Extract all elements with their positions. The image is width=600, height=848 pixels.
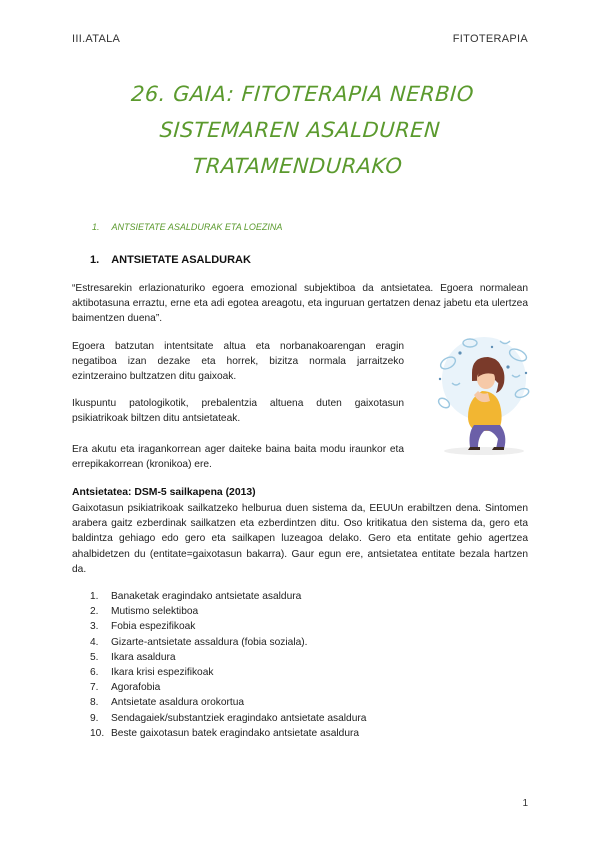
list-item — [90, 695, 366, 710]
toc-label: ANTSIETATE ASALDURAK ETA LOEZINA — [111, 222, 283, 232]
section-label: ANTSIETATE ASALDURAK — [111, 254, 251, 266]
toc-entry[interactable] — [92, 222, 282, 232]
list-item-text: Agorafobia — [111, 682, 161, 694]
list-item-number: 1. — [90, 591, 99, 602]
list-item-text: Ikara krisi espezifikoak — [111, 667, 214, 679]
list-item-text: Beste gaixotasun batek eragindako antsietate asaldura — [111, 727, 360, 739]
list-item-text: Antsietate asaldura orokortua — [111, 697, 245, 709]
anxiety-disorders-list — [90, 589, 366, 741]
anxious-girl-illustration — [430, 333, 538, 457]
page-title-line-2: SISTEMAREN ASALDUREN — [158, 118, 442, 142]
section-number: 1. — [90, 254, 100, 266]
list-item-text: Fobia espezifikoak — [111, 621, 196, 633]
paragraph-prevalence: Ikuspuntu patologikotik, prebalentzia altuena duten gaixotasun psikiatrikoak biltzen ditu antsietateak. — [72, 398, 404, 425]
page-number: 1 — [522, 798, 528, 809]
list-item — [90, 589, 366, 604]
list-item-number: 6. — [90, 667, 99, 679]
header-chapter: III.ATALA — [72, 33, 121, 45]
list-item — [90, 665, 366, 680]
page-title-line-3: TRATAMENDURAKO — [191, 154, 404, 178]
list-item-text: Banaketak eragindako antsietate asaldura — [111, 591, 302, 602]
list-item-number: 4. — [90, 636, 99, 648]
list-item-text: Gizarte-antsietate assaldura (fobia soziala). — [111, 636, 308, 648]
list-item-number: 3. — [90, 621, 99, 633]
paragraph-course: Era akutu eta iragankorrean ager daiteke baina baita modu iraunkor eta errepikakorrean (kronikoa) ere. — [72, 444, 404, 471]
definition-quote: “Estresarekin erlazionaturiko egoera emozional subjektiboa da antsietatea. Egoera normalean aktibotasuna erraztu, erne eta adi egotea areagotu, eta inguruan gertatzen denaz jabetu eta ulertzea baimentzen duena”. — [72, 283, 528, 325]
section-heading — [90, 254, 251, 266]
list-item-text: Sendagaiek/substantziek eragindako antsietate asaldura — [111, 712, 367, 724]
list-item-number: 7. — [90, 682, 99, 694]
toc-number: 1. — [92, 222, 100, 232]
paragraph-dsm5: Gaixotasun psikiatrikoak sailkatzeko helburua duen sistema da, EEUUn erabiltzen dena. Sintomen arabera gaitz ezberdinak sailkatzen eta ezberdintzen ditu. Oso kritikatua den sistema da, gero eta baldintza gehiago edo gero eta sailkapen luzeagoa delako. Gero eta entitate gehio agertzea ahalbidetzen du (entitate=gaixotasun bakarra). Gaur egun ere, antsietatea entitate bezala hartzen da. — [72, 503, 528, 575]
header-subject: FITOTERAPIA — [452, 33, 528, 45]
list-item — [90, 650, 366, 665]
page-title-line-1: 26. GAIA: FITOTERAPIA NERBIO — [130, 82, 475, 106]
list-item — [90, 635, 366, 650]
list-item-text: Ikara asaldura — [111, 651, 176, 663]
list-item-number: 5. — [90, 651, 99, 663]
list-item — [90, 604, 366, 619]
dsm5-heading: Antsietatea: DSM-5 sailkapena (2013) — [72, 487, 256, 498]
list-item-number: 10. — [90, 727, 105, 739]
list-item-number: 9. — [90, 712, 99, 724]
list-item-number: 2. — [90, 606, 99, 618]
list-item — [90, 680, 366, 695]
list-item — [90, 711, 366, 726]
list-item — [90, 726, 366, 741]
paragraph-intensity: Egoera batzutan intentsitate altua eta norbanakoarengan eragin negatiboa izan dezake eta horrek, bizitza normala jarraitzeko ezintzeraino bultzatzen ditu gaixoak. — [72, 341, 404, 383]
list-item-text: Mutismo selektiboa — [111, 606, 199, 618]
list-item — [90, 619, 366, 634]
page-title — [56, 76, 544, 184]
list-item-number: 8. — [90, 697, 99, 709]
